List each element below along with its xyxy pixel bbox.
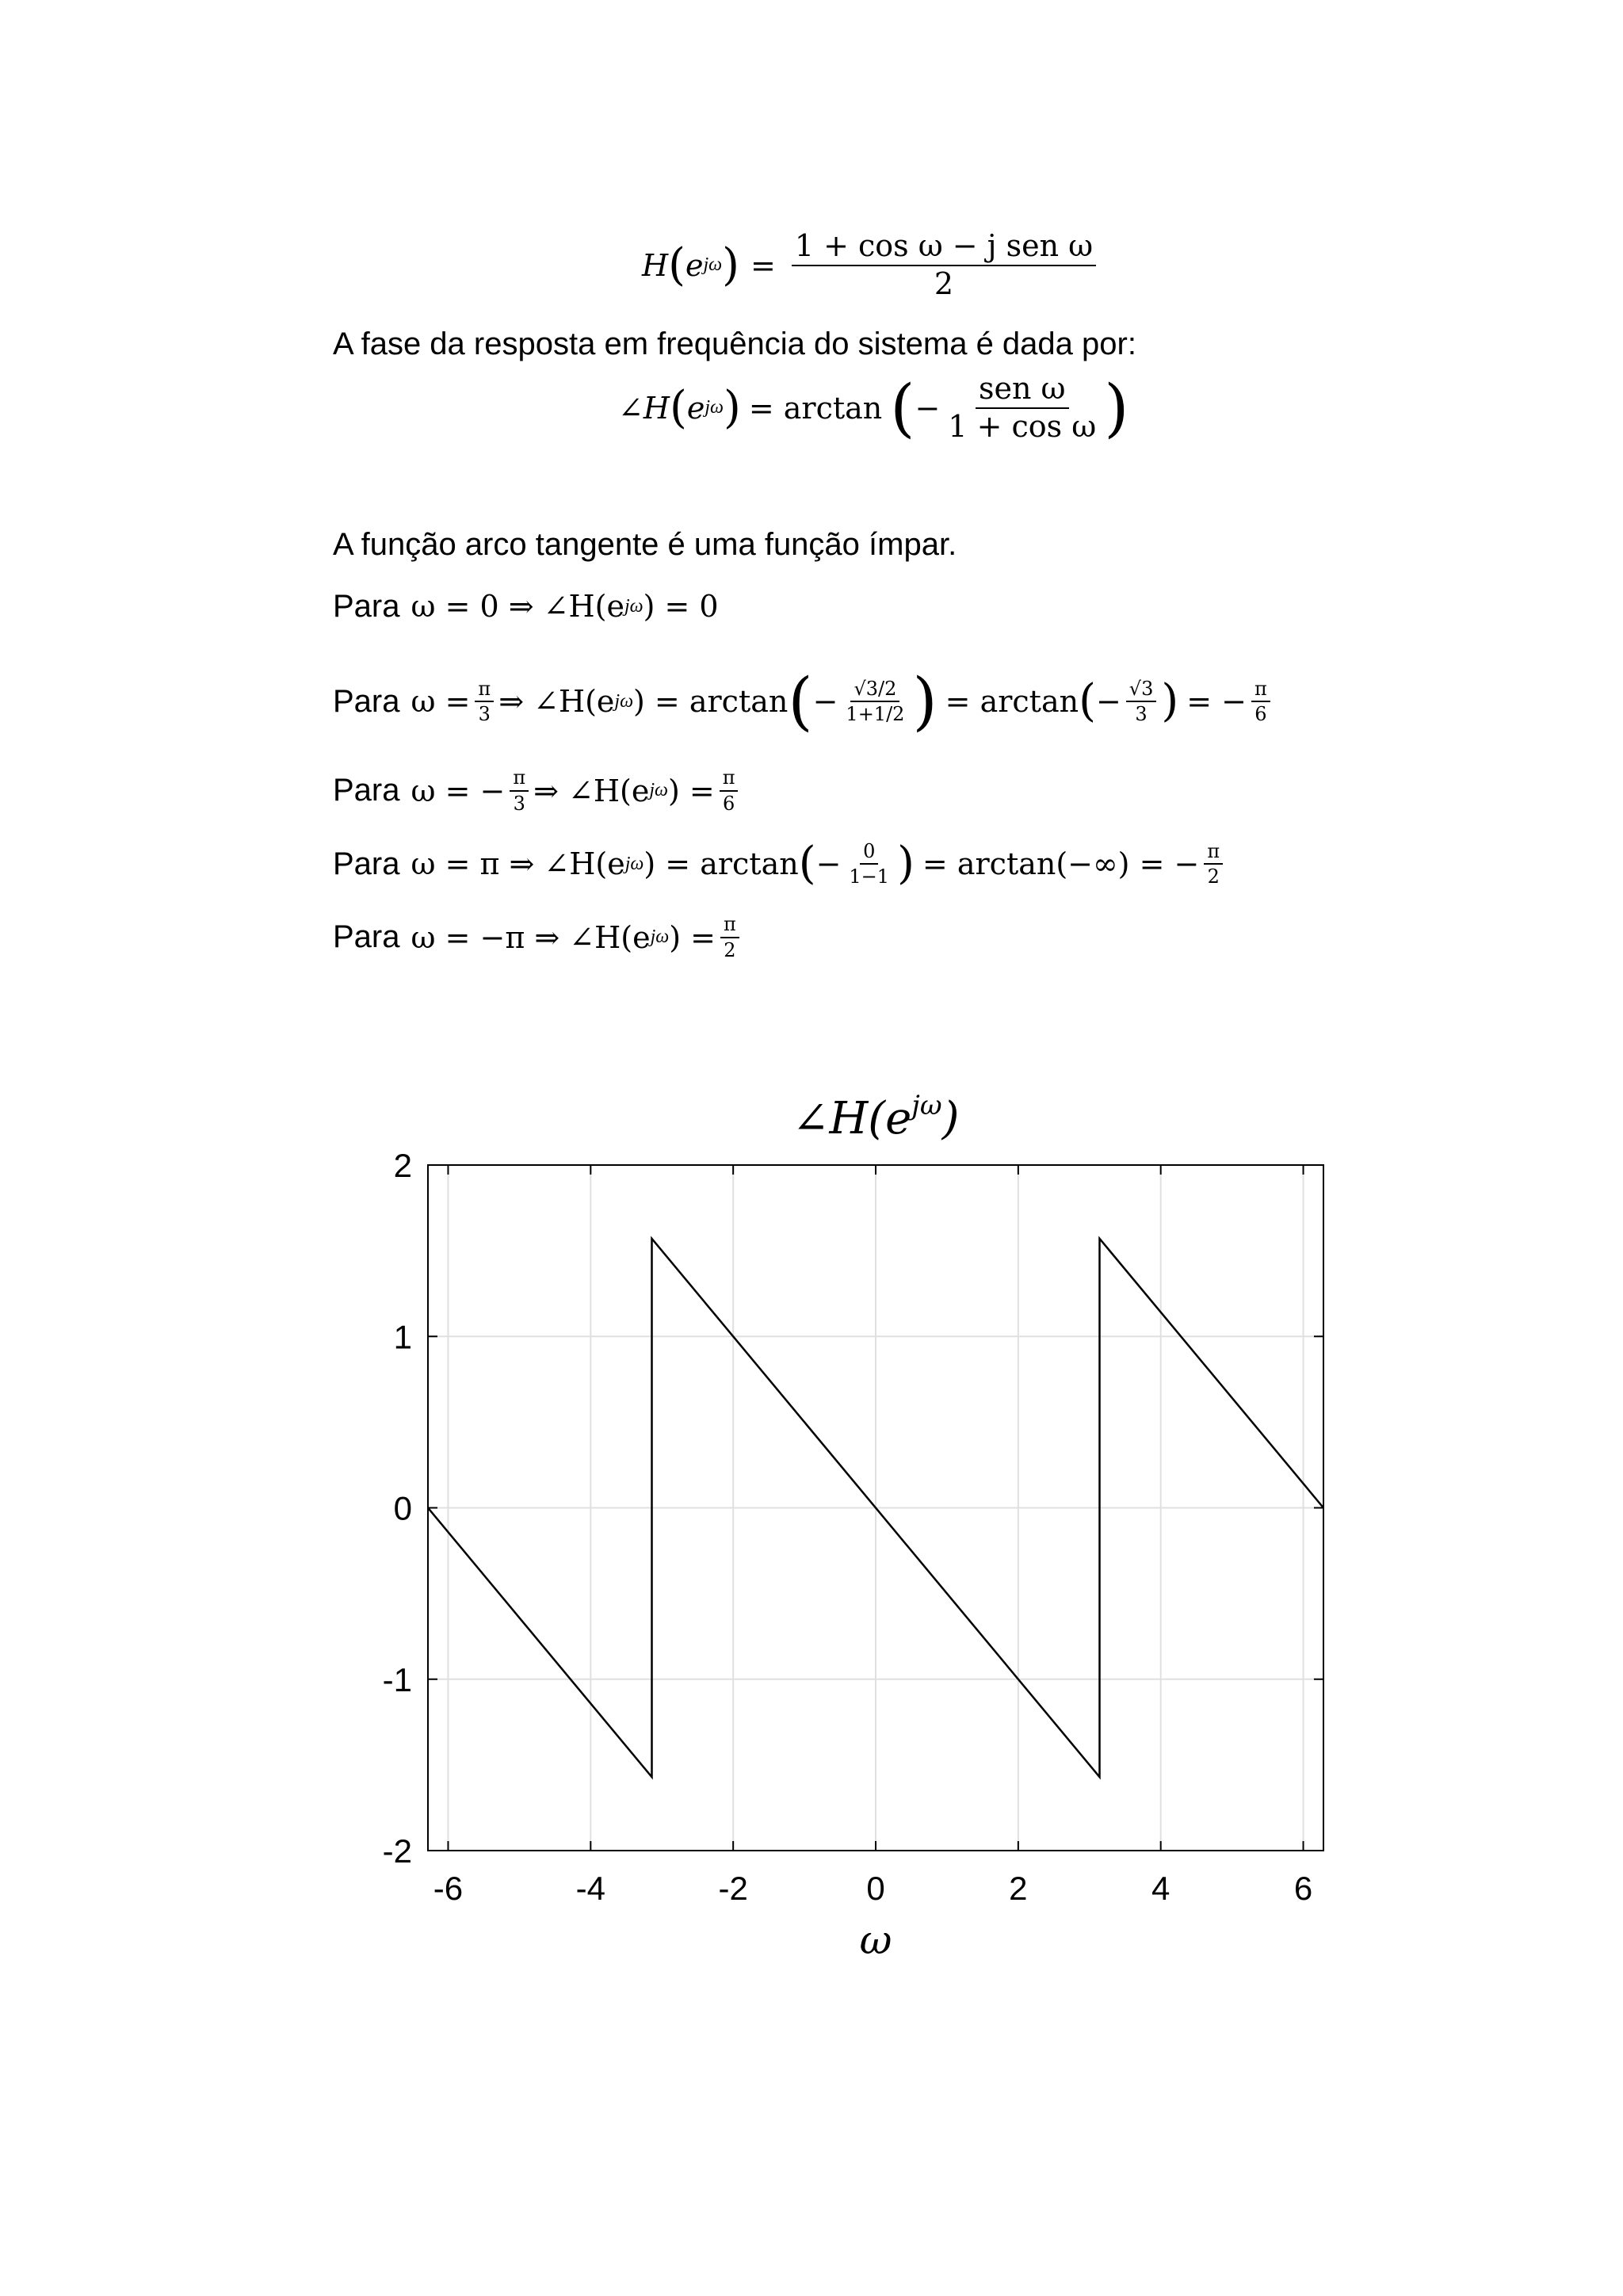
inner-num: √3/2	[850, 678, 899, 702]
y-tick-label: 0	[393, 1489, 412, 1527]
res-num: π	[720, 914, 739, 938]
case-omega-fraction	[510, 767, 529, 814]
eq2-exponent: jω	[705, 397, 724, 418]
case-exponent: jω	[650, 926, 670, 947]
inner-fraction	[842, 678, 907, 725]
case-expr: ω = 0 ⇒ ∠H(e	[411, 589, 624, 624]
inner2-minus: −	[1095, 684, 1121, 719]
odd-function-text: A função arco tangente é uma função ímpar.	[333, 527, 957, 562]
y-tick-label: -2	[382, 1832, 412, 1870]
case-expr-a: ω = −π ⇒ ∠H(e	[411, 919, 651, 955]
case-expr-a: ω = π ⇒ ∠H(e	[411, 846, 625, 881]
case-expr-b: ⇒ ∠H(e	[533, 773, 650, 808]
eq2-equals-arctan: = arctan	[748, 390, 883, 426]
inner-fraction	[846, 841, 892, 888]
eq1-fraction	[792, 230, 1096, 301]
case-omega-pi-over-3	[333, 662, 1275, 741]
frac-num: π	[475, 678, 494, 702]
res-den: 2	[724, 938, 736, 961]
eq2-close-paren: )	[723, 381, 741, 434]
res-num: π	[1251, 678, 1270, 702]
y-tick-label: 1	[393, 1318, 412, 1356]
case-expr-e: = −	[1186, 684, 1247, 719]
mid-close-paren: )	[1161, 675, 1179, 727]
chart-title	[792, 1090, 960, 1144]
x-tick-label: -2	[718, 1870, 748, 1907]
case-label: Para	[333, 683, 400, 719]
eq2-big-close-paren: )	[1104, 370, 1129, 445]
case-expr-c: ) = arctan	[633, 684, 789, 719]
case-exponent: jω	[614, 690, 634, 712]
tick-labels	[383, 1147, 1313, 1907]
inner-den: 1+1/2	[846, 703, 905, 725]
inner2-den: 3	[1135, 703, 1148, 725]
mid-open-paren: (	[1079, 675, 1096, 727]
frac-num: π	[510, 767, 529, 791]
eq2-e: e	[686, 390, 705, 426]
x-tick-label: -4	[575, 1870, 605, 1907]
eq2-open-paren: (	[669, 381, 687, 434]
chart-title-close: )	[941, 1093, 960, 1144]
case-label: Para	[333, 919, 400, 954]
mid-close-paren: )	[897, 838, 915, 889]
transfer-function-equation	[642, 230, 1101, 301]
big-close-paren: )	[912, 664, 938, 738]
case-expr-a: ω =	[411, 684, 471, 719]
inner2-fraction	[1126, 678, 1157, 725]
inner-minus: −	[815, 846, 842, 881]
eq2-big-open-paren: (	[890, 370, 915, 445]
case-expr-c: = arctan(−∞) = −	[922, 846, 1200, 881]
eq1-equals: =	[750, 247, 776, 283]
inner-num: 0	[860, 841, 878, 865]
result-fraction	[720, 767, 739, 814]
res-den: 2	[1207, 865, 1220, 888]
case-label: Para	[333, 588, 400, 624]
inner-minus: −	[812, 684, 838, 719]
case-expr-d: = arctan	[945, 684, 1079, 719]
res-den: 6	[1254, 703, 1267, 725]
phase-equation	[618, 372, 1128, 444]
eq2-fraction	[945, 372, 1099, 444]
x-tick-label: 6	[1293, 1870, 1313, 1907]
eq2-numerator: sen ω	[976, 372, 1069, 409]
case-label: Para	[333, 846, 400, 881]
x-tick-label: 4	[1151, 1870, 1170, 1907]
x-axis-label: ω	[859, 1917, 892, 1963]
case-tail: ) = 0	[643, 589, 719, 624]
eq1-numerator: 1 + cos ω − j sen ω	[792, 230, 1096, 266]
case-omega-zero	[333, 579, 719, 634]
case-expr-a: ω = −	[411, 773, 506, 808]
case-expr-c: ) =	[667, 773, 715, 808]
y-tick-label: 2	[393, 1147, 412, 1184]
case-exponent: jω	[624, 853, 644, 874]
x-tick-label: -6	[433, 1870, 464, 1907]
res-den: 6	[722, 792, 735, 815]
case-label: Para	[333, 773, 400, 808]
chart-title-base: ∠H(e	[792, 1093, 912, 1144]
res-num: π	[720, 767, 739, 791]
phase-plot	[341, 1086, 1355, 1981]
res-num: π	[1204, 841, 1223, 865]
result-fraction	[1204, 841, 1223, 888]
eq1-exponent: jω	[703, 254, 723, 276]
case-expr-b: ) =	[669, 919, 716, 955]
eq2-denominator: 1 + cos ω	[948, 408, 1097, 444]
eq2-minus: −	[915, 390, 941, 426]
eq1-denominator: 2	[934, 266, 954, 301]
frac-den: 3	[513, 792, 525, 815]
case-omega-minus-pi-over-3	[333, 757, 743, 824]
eq1-e: e	[685, 247, 704, 283]
inner2-num: √3	[1126, 678, 1157, 702]
result-fraction	[1251, 678, 1270, 725]
case-exponent: jω	[649, 780, 668, 800]
x-tick-label: 0	[866, 1870, 885, 1907]
mid-open-paren: (	[798, 838, 816, 889]
eq1-close-paren: )	[722, 239, 739, 291]
result-fraction	[720, 914, 739, 961]
x-tick-label: 2	[1009, 1870, 1028, 1907]
case-omega-minus-pi	[333, 904, 744, 971]
eq1-H: H	[642, 247, 669, 283]
case-expr-b: ⇒ ∠H(e	[498, 684, 615, 719]
y-tick-label: -1	[382, 1660, 412, 1698]
case-exponent: jω	[624, 595, 643, 617]
frac-den: 3	[478, 703, 491, 725]
case-omega-fraction	[475, 678, 494, 725]
phase-intro-text: A fase da resposta em frequência do sistema é dada por:	[333, 327, 1136, 361]
case-expr-b: ) = arctan	[643, 846, 799, 881]
case-omega-pi	[333, 828, 1228, 900]
eq2-lhs: ∠H	[618, 390, 670, 426]
chart-title-exponent: jω	[911, 1090, 942, 1121]
inner-den: 1−1	[849, 865, 890, 888]
eq1-open-paren: (	[668, 239, 685, 291]
big-open-paren: (	[788, 664, 813, 738]
